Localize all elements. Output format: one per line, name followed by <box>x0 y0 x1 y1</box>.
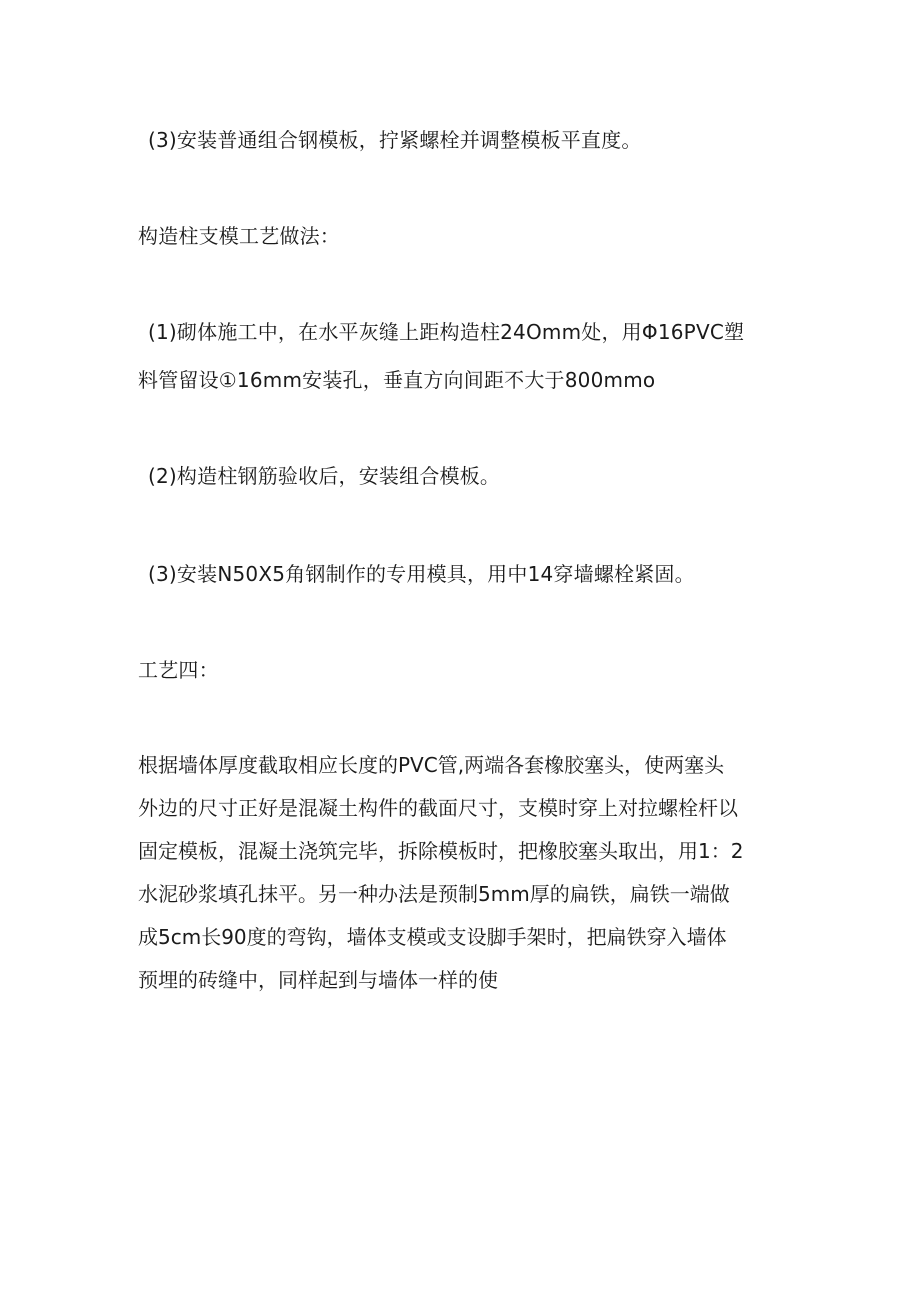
body-line: 水泥砂浆填孔抹平。另一种办法是预制5mm厚的扁铁，扁铁一端做 <box>138 882 730 906</box>
section-heading-process-four: 工艺四： <box>138 658 219 682</box>
paragraph-step-1-line-2: 料管留设①16mm安装孔，垂直方向间距不大于800mmo <box>138 368 656 392</box>
body-line: 成5cm长90度的弯钩，墙体支模或支设脚手架时，把扁铁穿入墙体 <box>138 925 727 949</box>
paragraph-step-1-line-1: (1)砌体施工中，在水平灰缝上距构造柱24Omm处，用Φ16PVC塑 <box>148 320 745 344</box>
body-line: 固定模板，混凝土浇筑完毕，拆除模板时，把橡胶塞头取出，用1：2 <box>138 839 744 863</box>
paragraph-process-four-body <box>138 744 788 1002</box>
paragraph-step-2-assemble: (2)构造柱钢筋验收后，安装组合模板。 <box>148 464 501 488</box>
body-line: 根据墙体厚度截取相应长度的PVC管,两端各套橡胶塞头，使两塞头 <box>138 753 725 777</box>
paragraph-step-3-steel-formwork: (3)安装普通组合钢模板，拧紧螺栓并调整模板平直度。 <box>148 128 642 152</box>
paragraph-step-3-angle-steel: (3)安装N50X5角钢制作的专用模具，用中14穿墙螺栓紧固。 <box>148 562 695 586</box>
body-line: 外边的尺寸正好是混凝土构件的截面尺寸，支模时穿上对拉螺栓杆以 <box>138 796 738 820</box>
section-heading-column-formwork: 构造柱支模工艺做法： <box>138 224 340 248</box>
body-line: 预埋的砖缝中，同样起到与墙体一样的使 <box>138 968 498 992</box>
